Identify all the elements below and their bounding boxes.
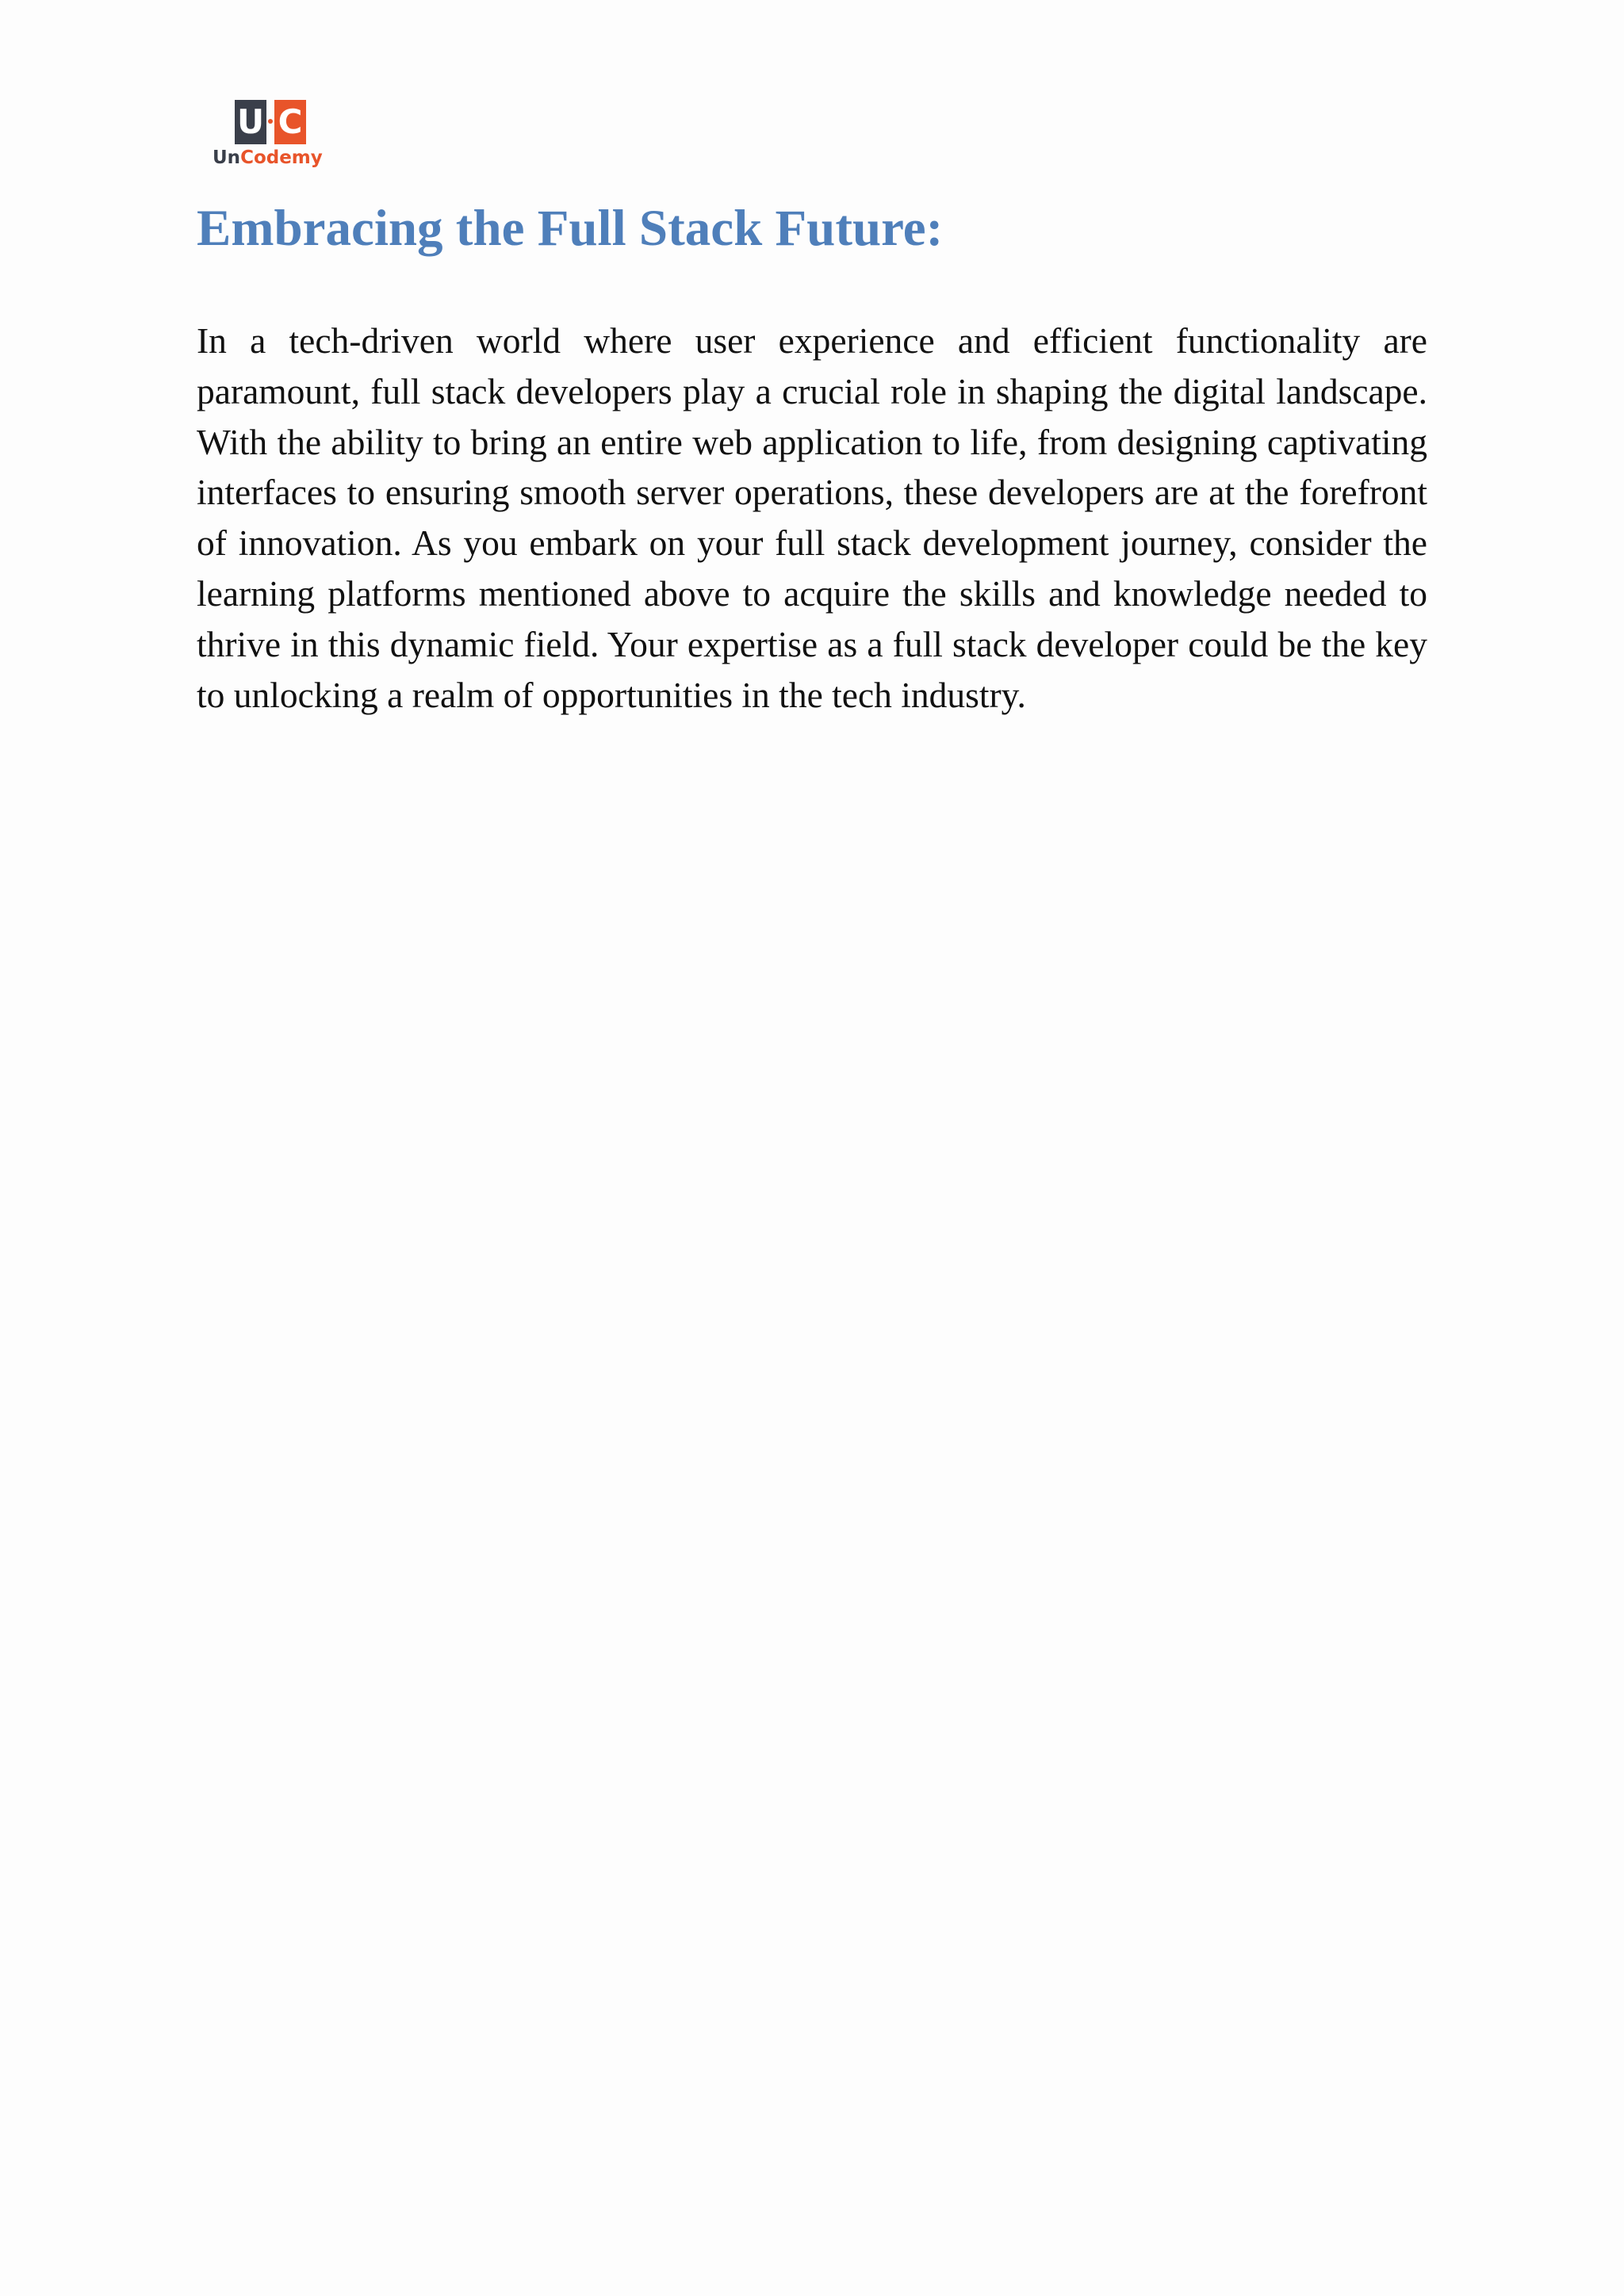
page-title: Embracing the Full Stack Future:	[197, 200, 944, 257]
logo-mark-u: U	[235, 100, 266, 144]
uncodemy-logo	[213, 100, 331, 171]
logo-wordmark	[213, 146, 331, 170]
logo-wordmark-codemy: Codemy	[240, 147, 323, 168]
body-paragraph: In a tech-driven world where user experience and efficient functionality are paramount, full stack developers play a crucial role in shaping the digital landscape. With the ability to bring an entire web application to life, from designing captivating interfaces to ensuring smooth server operations, these developers are at the forefront of innovation. As you embark on your full stack development journey, consider the learning platforms mentioned above to acquire the skills and knowledge needed to thrive in this dynamic field. Your expertise as a full stack developer could be the key to unlocking a realm of opportunities in the tech industry.	[197, 320, 1427, 715]
logo-mark	[235, 100, 308, 144]
logo-mark-c: C	[274, 100, 306, 144]
logo-wordmark-un: Un	[213, 147, 241, 168]
logo-mark-dot	[268, 119, 273, 124]
